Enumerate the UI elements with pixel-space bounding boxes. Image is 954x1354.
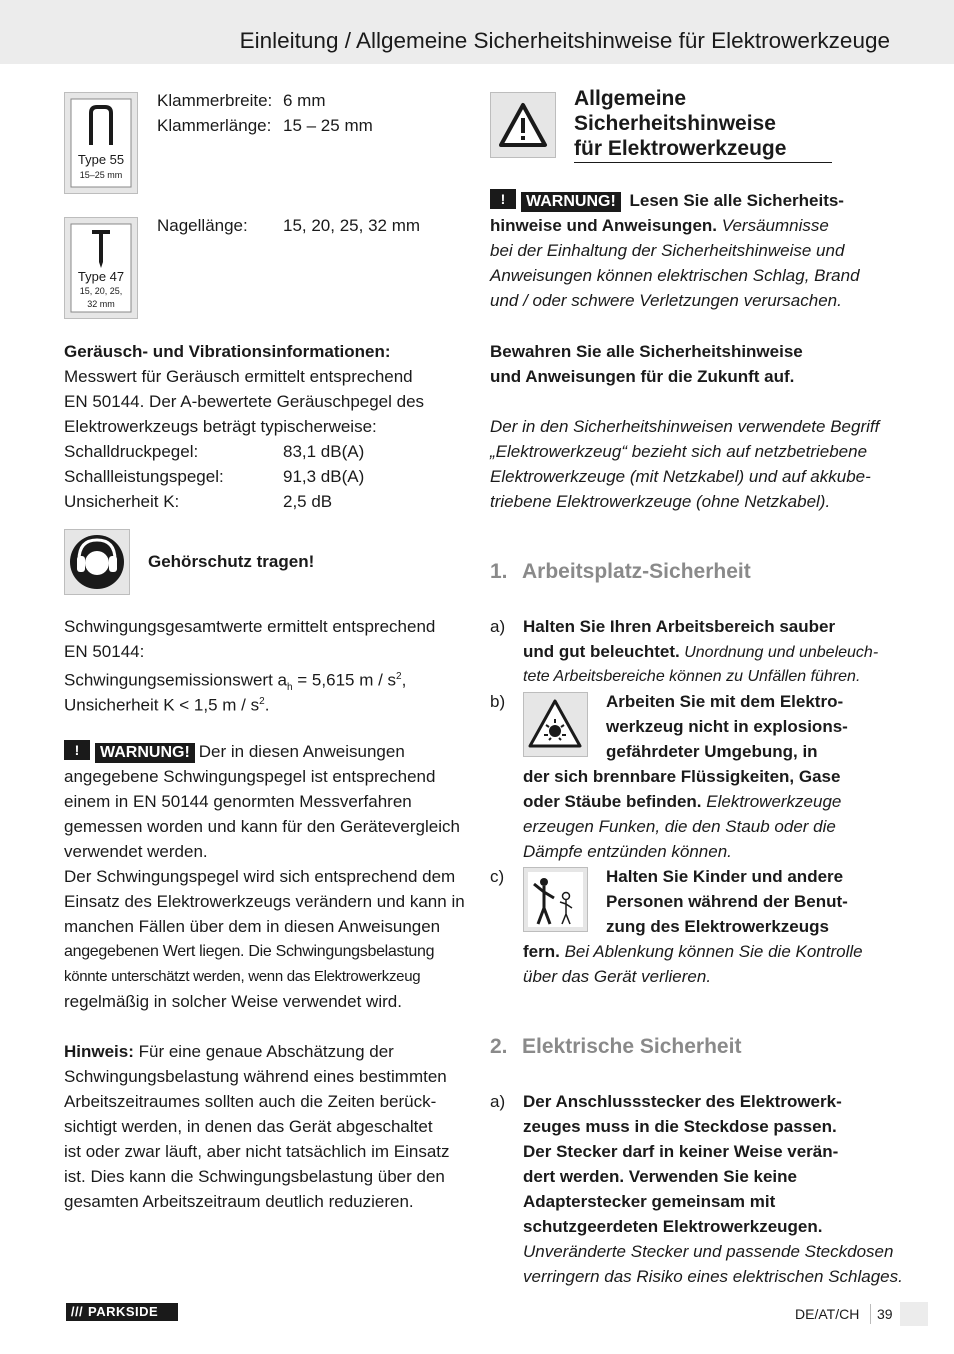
sec2-a-italic-1: Unveränderte Stecker und passende Steckdosen (523, 1242, 894, 1261)
right-warning-line-2: Anweisungen können elektrischen Schlag, Brand (490, 266, 860, 285)
sec1-c-line-4 (523, 939, 863, 964)
section-2-number: 2. (490, 1035, 508, 1058)
sec2-a-bold-2: zeuges muss in die Steckdose passen. (523, 1117, 837, 1136)
keep-children-away-pictogram (523, 867, 588, 932)
sec1-c-bold-1: Halten Sie Kinder und andere (606, 867, 844, 886)
hint-line-6: gesamten Arbeitszeitraum deutlich reduzieren. (64, 1192, 414, 1211)
sec2-a-bold-4: dert werden. Verwenden Sie keine (523, 1167, 797, 1186)
staple-spec-1-key: Klammerbreite: (157, 91, 273, 110)
section-1-title: Arbeitsplatz-Sicherheit (522, 560, 751, 583)
staple-spec-2-key: Klammerlänge: (157, 116, 272, 135)
vibration-line-4 (64, 689, 269, 718)
keep-instructions-line-1: Bewahren Sie alle Sicherheitshinweise (490, 342, 803, 361)
section-title-line-3: für Elektrowerkzeuge (574, 137, 787, 160)
noise-row-3-key: Unsicherheit K: (64, 492, 180, 511)
sec1-a-italic-3: tete Arbeitsbereiche können zu Unfällen führen. (523, 668, 861, 685)
staple-spec-1-val: 6 mm (283, 91, 326, 110)
vibration-uncertainty-dot: . (264, 695, 270, 715)
left-warning-line-5: Der Schwingungspegel wird sich entsprechend dem (64, 867, 456, 886)
nail-spec-key: Nagellänge: (157, 216, 248, 235)
term-line-1: Der in den Sicherheitshinweisen verwendete Begriff (490, 417, 880, 436)
nail-range-label-2: 32 mm (87, 299, 115, 309)
footer-divider (870, 1304, 871, 1324)
sec1-c-italic-4: Bei Ablenkung können Sie die Kontrolle (559, 942, 863, 961)
hint-line-3: sichtigt werden, in denen das Gerät abgeschaltet (64, 1117, 433, 1136)
keep-instructions-line-2: und Anweisungen für die Zukunft auf. (490, 367, 795, 386)
sec1-c-bold-4: fern. (523, 942, 560, 961)
noise-intro-2: EN 50144. Der A-bewertete Geräuschpegel des (64, 392, 425, 411)
sec2-a-bold-3: Der Stecker darf in keiner Weise verän- (523, 1142, 839, 1161)
term-line-3: Elektrowerkzeuge (mit Netzkabel) und auf akkube- (490, 467, 871, 486)
vibration-emission-comma: , (401, 670, 407, 690)
sec2-a-bold-1: Der Anschlussstecker des Elektrowerk- (523, 1092, 842, 1111)
brand-logo (66, 1303, 178, 1321)
sec2-a-bold-5: Adapterstecker gemeinsam mit (523, 1192, 776, 1211)
left-warning-line-4: verwendet werden. (64, 842, 208, 861)
page-corner-box (900, 1302, 928, 1326)
sec1-a-marker: a) (490, 617, 506, 636)
right-warning-line-3: und / oder schwere Verletzungen verursachen. (490, 291, 842, 310)
left-warning-line-6: Einsatz des Elektrowerkzeugs verändern und kann in (64, 892, 465, 911)
page-header (0, 0, 954, 64)
noise-row-2-key: Schallleistungspegel: (64, 467, 224, 486)
sec1-b-marker: b) (490, 692, 506, 711)
keep-children-away-icon (524, 868, 587, 931)
sec1-a-bold-2: und gut beleuchtet. (523, 642, 680, 661)
hearing-protection-pictogram (64, 529, 130, 595)
noise-row-1-key: Schalldruckpegel: (64, 442, 199, 461)
section-1-number: 1. (490, 560, 508, 583)
brand-stripes-icon: /// (70, 1304, 84, 1319)
hint-label: Hinweis: (64, 1042, 134, 1061)
noise-row-3-val: 2,5 dB (283, 492, 333, 511)
sec1-b-bold-4: der sich brennbare Flüssigkeiten, Gase (523, 767, 841, 786)
noise-intro-3: Elektrowerkzeugs beträgt typischerweise: (64, 417, 377, 436)
noise-row-2-val: 91,3 dB(A) (283, 467, 365, 486)
sec2-a-bold-6: schutzgeerdeten Elektrowerkzeugen. (523, 1217, 823, 1236)
sec1-b-bold-3: gefährdeter Umgebung, in (606, 742, 818, 761)
nail-type-label: Type 47 (77, 269, 125, 284)
hint-first-line (64, 1039, 394, 1064)
sec1-c-bold-2: Personen während der Benut- (606, 892, 848, 911)
vibration-emission-text: Schwingungsemissionswert a (64, 670, 287, 690)
right-warning-bold-2: hinweise und Anweisungen. (490, 216, 718, 235)
right-warning-second-line (490, 213, 829, 238)
section-1-heading (490, 560, 751, 584)
general-warning-pictogram (490, 92, 556, 158)
right-warning-label: WARNUNG! (521, 192, 621, 212)
left-warning-line-10: regelmäßig in solcher Weise verwendet wird. (64, 992, 402, 1011)
sec1-c-bold-3: zung des Elektrowerkzeugs (606, 917, 829, 936)
sec1-b-bold-5: oder Stäube befinden. (523, 792, 702, 811)
nail-pictogram (64, 217, 138, 319)
staple-type-label: Type 55 (77, 152, 125, 167)
term-line-2: „Elektrowerkzeug“ bezieht sich auf netzbetriebene (490, 442, 868, 461)
right-warning-bold-1: Lesen Sie alle Sicherheits- (624, 191, 844, 210)
left-warning-label: WARNUNG! (95, 743, 195, 763)
vibration-uncertainty-text: Unsicherheit K < 1,5 m / s (64, 695, 260, 715)
vibration-emission-sub: h (287, 682, 293, 694)
hearing-protection-label: Gehörschutz tragen! (148, 552, 315, 571)
staple-range-label: 15–25 mm (79, 170, 123, 180)
section-title-line-2: Sicherheitshinweise (574, 112, 776, 135)
left-warning-line-8: angegebenen Wert liegen. Die Schwingungsbelastung (64, 943, 435, 960)
left-warning-line-7: manchen Fällen über dem in diesen Anweisungen (64, 917, 441, 936)
footer-language: DE/AT/CH (795, 1306, 860, 1322)
sec1-b-italic-5: Elektrowerkzeuge (701, 792, 842, 811)
section-2-heading (490, 1035, 741, 1059)
warning-triangle-icon (491, 93, 555, 157)
page-title: Einleitung / Allgemeine Sicherheitshinweise für Elektrowerkzeuge (239, 28, 890, 53)
vibration-line-1: Schwingungsgesamtwerte ermittelt entsprechend (64, 617, 436, 636)
explosion-hazard-icon (524, 693, 587, 756)
sec2-a-italic-2: verringern das Risiko eines elektrischen Schlages. (523, 1267, 903, 1286)
hint-line-5: ist. Dies kann die Schwingungsbelastung über den (64, 1167, 445, 1186)
sec1-b-italic-7: Dämpfe entzünden können. (523, 842, 732, 861)
hint-line-1: Schwingungsbelastung während eines bestimmten (64, 1067, 447, 1086)
nail-range-label-1: 15, 20, 25, (79, 286, 123, 296)
warning-triangle-icon (490, 189, 516, 209)
right-warning-first-line (490, 188, 844, 213)
right-warning-italic-2: Versäumnisse (717, 216, 829, 235)
sec1-a-bold-1: Halten Sie Ihren Arbeitsbereich sauber (523, 617, 836, 636)
explosion-pictogram (523, 692, 588, 757)
noise-row-1-val: 83,1 dB(A) (283, 442, 365, 461)
hint-line-4: ist oder zwar läuft, aber nicht tatsächlich im Einsatz (64, 1142, 450, 1161)
vibration-line-2: EN 50144: (64, 642, 145, 661)
hint-line-2: Arbeitszeitraumes sollten auch die Zeiten berück- (64, 1092, 437, 1111)
vibration-emission-value: = 5,615 m / s (292, 670, 397, 690)
sec2-a-marker: a) (490, 1092, 506, 1111)
vibration-uncertainty-sup: 2 (259, 696, 265, 707)
left-warning-first-text: Der in diesen Anweisungen (198, 742, 405, 761)
nail-spec-val: 15, 20, 25, 32 mm (283, 216, 421, 235)
brand-name: PARKSIDE (88, 1304, 159, 1319)
sec1-a-line-2 (523, 639, 878, 665)
sec1-b-line-5 (523, 789, 841, 814)
page-number: 39 (877, 1306, 893, 1322)
hearing-protection-icon (65, 530, 129, 594)
sec1-b-italic-6: erzeugen Funken, die den Staub oder die (523, 817, 836, 836)
noise-intro-1: Messwert für Geräusch ermittelt entsprechend (64, 367, 413, 386)
left-warning-first-line (64, 739, 405, 764)
section-title-line-1: Allgemeine (574, 87, 687, 110)
right-warning-line-1: bei der Einhaltung der Sicherheitshinweise und (490, 241, 845, 260)
hint-first-text: Für eine genaue Abschätzung der (133, 1042, 394, 1061)
sec1-b-bold-2: werkzeug nicht in explosions- (606, 717, 848, 736)
staple-spec-2-val: 15 – 25 mm (283, 116, 373, 135)
left-warning-line-9: könnte unterschätzt werden, wenn das Elektrowerkzeug (64, 968, 421, 985)
staple-pictogram (64, 92, 138, 194)
sec1-c-italic-5: über das Gerät verlieren. (523, 967, 712, 986)
noise-heading: Geräusch- und Vibrationsinformationen: (64, 342, 391, 361)
sec1-c-marker: c) (490, 867, 505, 886)
warning-triangle-icon (64, 740, 90, 760)
left-warning-line-2: einem in EN 50144 genormten Messverfahren (64, 792, 412, 811)
section-2-title: Elektrische Sicherheit (522, 1035, 742, 1058)
sec1-a-italic-2: Unordnung und unbeleuch- (679, 644, 879, 661)
term-line-4: triebene Elektrowerkzeuge (ohne Netzkabel). (490, 492, 831, 511)
section-title-underline (574, 162, 832, 163)
left-warning-line-1: angegebene Schwingungspegel ist entsprechend (64, 767, 436, 786)
vibration-emission-sup: 2 (396, 671, 402, 682)
sec1-b-bold-1: Arbeiten Sie mit dem Elektro- (606, 692, 844, 711)
left-warning-line-3: gemessen worden und kann für den Gerätevergleich (64, 817, 460, 836)
